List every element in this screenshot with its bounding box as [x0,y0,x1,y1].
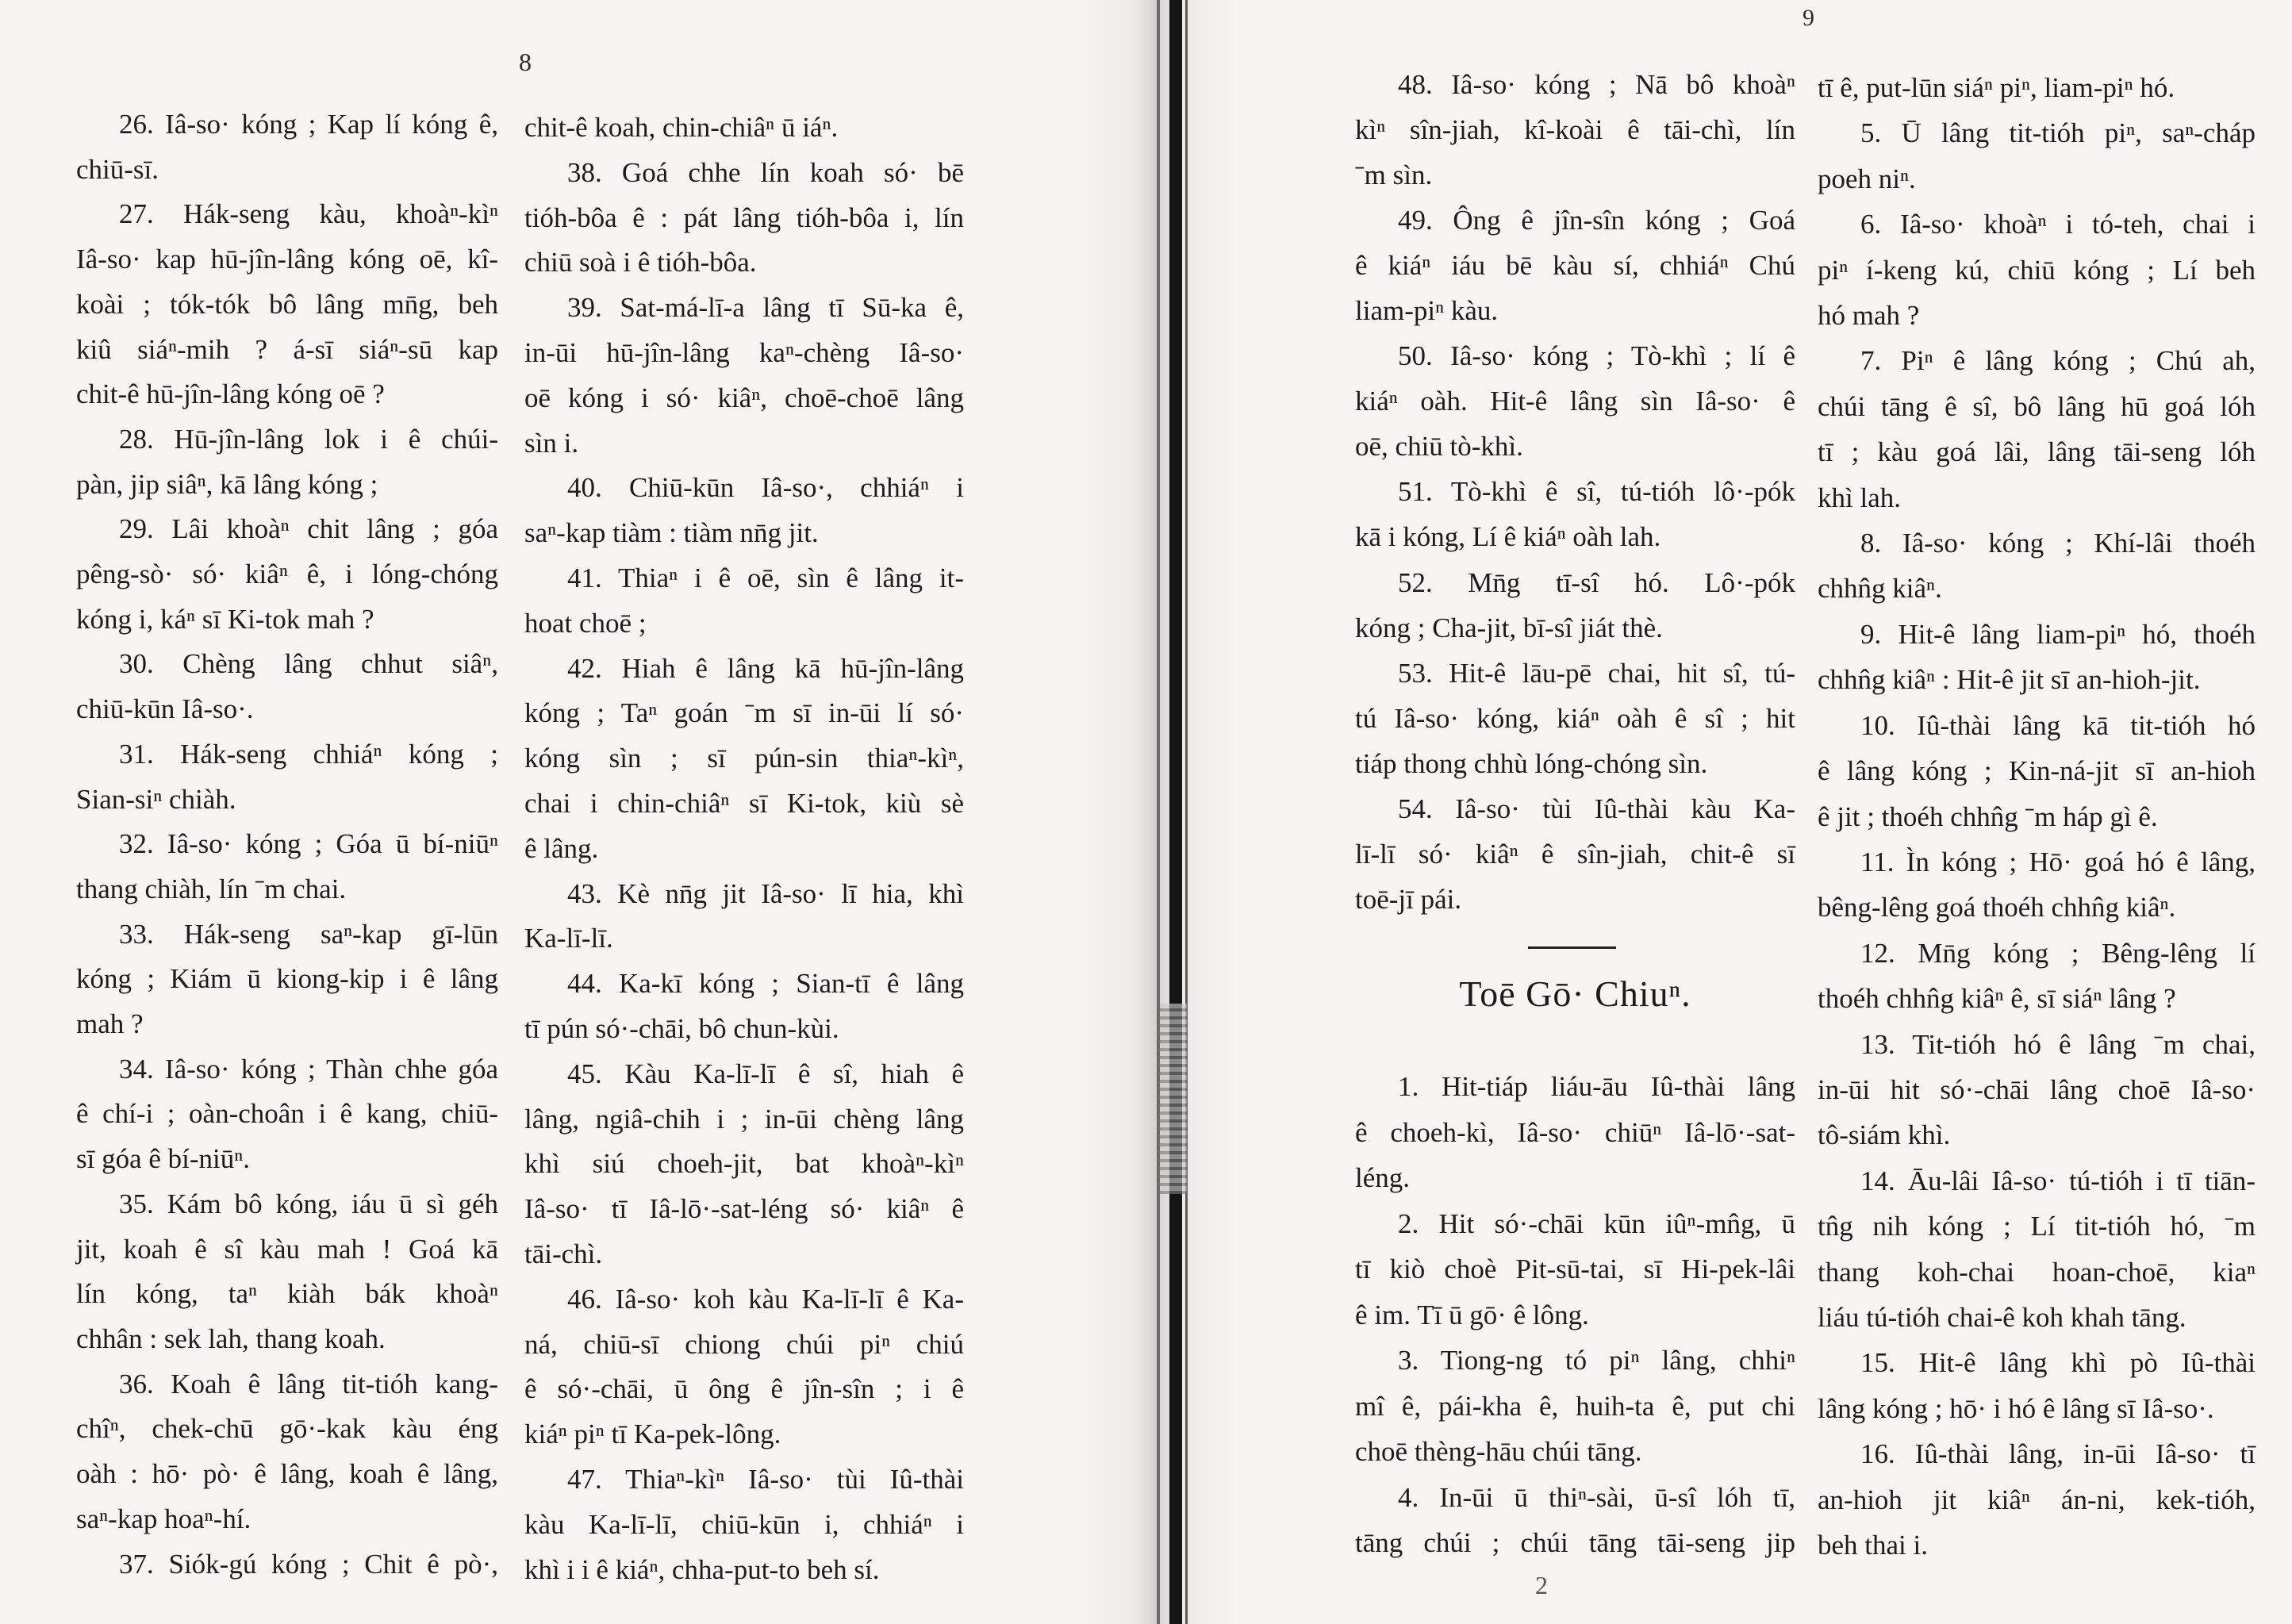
page-number: 9 [1803,5,1814,31]
verse-paragraph [1355,1338,1795,1475]
text-line: chhân : sek lah, thang koah. [76,1323,386,1354]
verse-paragraph [1355,1064,1795,1201]
text-line: 47. Thiaⁿ-kìⁿ Iâ-so· tùi Iû-thài [567,1463,964,1495]
text-line: thang chiàh, lín ˉm chai. [76,873,347,904]
verse-paragraph [524,872,964,962]
verse-paragraph [1818,1340,2256,1431]
text-line: 16. Iû-thài lâng, in-ūi Iâ-so· tī [1860,1438,2256,1470]
text-line: in-ūi hit só·-chāi lâng choē Iâ-so· [1818,1073,2256,1105]
text-line: kóng sìn ; sī pún-sin thiaⁿ-kìⁿ, [524,743,964,774]
verse-paragraph [524,466,964,556]
text-line: chit-ê hū-jîn-lâng kóng oē ? [76,378,385,410]
text-line: tī ê, put-lūn siáⁿ piⁿ, liam-piⁿ hó. [1818,72,2175,103]
text-line: chit-ê koah, chin-chiâⁿ ū iáⁿ. [524,112,839,143]
text-line: 8. Iâ-so· kóng ; Khí-lâi thoéh [1860,528,2256,559]
text-line: chiū-kūn Iâ-so·. [76,693,254,725]
text-line: khì lah. [1818,482,1901,513]
text-line: pêng-sò· só· kiâⁿ ê, i lóng-chóng [76,559,498,590]
text-line: 41. Thiaⁿ i ê oē, sìn ê lâng it- [567,562,964,593]
text-line: tiáp thong chhù lóng-chóng sìn. [1355,747,1708,779]
text-line: 44. Ka-kī kóng ; Sian-tī ê lâng [567,968,964,1000]
text-line: lâng kóng ; hō· i hó ê lâng sī Iâ-so·. [1818,1392,2214,1424]
text-line: kiû siáⁿ-mih ? á-sī siáⁿ-sū kap [76,333,498,365]
text-line: liam-piⁿ kàu. [1355,295,1499,327]
verse-paragraph [76,192,498,417]
text-line: saⁿ-kap tiàm : tiàm nn̄g jit. [524,517,819,549]
text-line: 33. Hák-seng saⁿ-kap gī-lūn [119,918,498,950]
text-line: kìⁿ sîn-jiah, kî-koài ê tāi-chì, lín [1355,114,1795,146]
verse-paragraph [1818,1431,2256,1568]
text-line: hó mah ? [1818,300,1920,332]
verse-paragraph [1818,520,2256,612]
text-line: lín kóng, taⁿ kiàh bák khoàⁿ [76,1278,498,1310]
text-line: 49. Ông ê jîn-sîn kóng ; Goá [1398,205,1795,236]
text-line: oàh : hō· pò· ê lâng, koah ê lâng, [76,1458,498,1490]
spine-edge [1185,0,1188,1624]
text-line: in-ūi hū-jîn-lâng kaⁿ-chèng Iâ-so· [524,336,964,368]
text-line: tī ; kàu goá lâi, lâng tāi-seng lóh [1818,436,2256,468]
text-line: lī-lī só· kiâⁿ ê sîn-jiah, chit-ê sī [1355,838,1795,870]
verse-paragraph [76,1362,498,1542]
verse-paragraph [1818,202,2256,338]
text-column-right [1818,65,2256,1568]
text-line: chhn̂g kiâⁿ : Hit-ê jit sī an-hioh-jit. [1818,664,2201,696]
verse-paragraph [1355,651,1795,786]
verse-paragraph [1355,469,1795,559]
text-line: kóng i, káⁿ sī Ki-tok mah ? [76,603,374,635]
text-line: tī pún só·-chāi, bô chun-kùi. [524,1012,839,1044]
text-line: an-hioh jit kiâⁿ án-ni, kek-tióh, [1818,1484,2256,1515]
verse-paragraph [76,1047,498,1182]
text-line: tāi-chì. [524,1238,603,1269]
text-line: ê choeh-kì, Iâ-so· chiūⁿ Iâ-lō·-sat- [1355,1116,1795,1148]
text-line: 46. Iâ-so· koh kàu Ka-lī-lī ê Ka- [567,1283,964,1315]
text-line: 30. Chèng lâng chhut siâⁿ, [119,648,498,680]
verse-paragraph [1355,333,1795,469]
text-line: jit, koah ê sî kàu mah ! Goá kā [76,1233,498,1265]
text-line: 45. Kàu Ka-lī-lī ê sî, hiah ê [567,1058,964,1089]
verse-paragraph [524,1277,964,1457]
chapter-divider [1528,946,1616,949]
text-line: 36. Koah ê lâng tit-tióh kang- [119,1368,498,1399]
text-line: 52. Mn̄g tī-sî hó. Lô·-pók [1398,566,1795,598]
text-line: ê só·-chāi, ū ông ê jîn-sîn ; i ê [524,1373,964,1405]
verse-paragraph [76,822,498,912]
text-line: tióh-bôa ê : pát lâng tióh-bôa i, lín [524,202,964,233]
text-line: ná, chiū-sī chiong chúi piⁿ chiú [524,1328,964,1360]
text-line: kóng ; Cha-jit, bī-sî jiát thè. [1355,612,1663,643]
verse-paragraph [76,102,498,192]
verse-paragraph [76,507,498,642]
text-line: 27. Hák-seng kàu, khoàⁿ-kìⁿ [119,198,498,230]
text-line: 10. Iû-thài lâng kā tit-tióh hó [1860,709,2256,741]
verse-paragraph [1355,1475,1795,1566]
text-line: chîⁿ, chek-chū gō·-kak kàu éng [76,1413,498,1445]
text-line: liáu tú-tióh chai-ê koh khah tāng. [1818,1301,2186,1333]
text-line: 38. Goá chhe lín koah só· bē [567,156,964,188]
text-line: 50. Iâ-so· kóng ; Tò-khì ; lí ê [1398,340,1795,372]
text-line: chiū soà i ê tióh-bôa. [524,247,757,278]
verse-paragraph [76,732,498,822]
text-line: 31. Hák-seng chhiáⁿ kóng ; [119,738,498,770]
text-line: khì i i ê kiáⁿ, chha-put-to beh sí. [524,1553,880,1585]
verse-paragraph [1818,839,2256,931]
verse-paragraph [524,286,964,466]
verse-paragraph [1818,338,2256,520]
text-line: 54. Iâ-so· tùi Iû-thài kàu Ka- [1398,793,1795,824]
text-line: kóng ; Taⁿ goán ˉm sī in-ūi lí só· [524,697,964,729]
text-line: 35. Kám bô kóng, iáu ū sì géh [119,1188,498,1219]
text-line: 14. Āu-lâi Iâ-so· tú-tióh i tī tiān- [1860,1165,2256,1196]
text-line: 29. Lâi khoàⁿ chit lâng ; góa [119,513,498,545]
text-line: chúi tāng ê sî, bô lâng hū goá lóh [1818,390,2256,422]
text-line: sìn i. [524,427,579,459]
text-line: 34. Iâ-so· kóng ; Thàn chhe góa [119,1053,498,1085]
verse-paragraph [76,1542,498,1588]
text-line: choē thèng-hāu chúi tāng. [1355,1436,1642,1467]
verse-paragraph [524,151,964,286]
text-line: 13. Tit-tióh hó ê lâng ˉm chai, [1860,1028,2256,1060]
verse-paragraph [76,417,498,507]
text-line: chai i chin-chiâⁿ sī Ki-tok, kiù sè [524,787,964,819]
text-line: beh thai i. [1818,1530,1928,1561]
text-line: 26. Iâ-so· kóng ; Kap lí kóng ê, [119,109,498,140]
text-line: 51. Tò-khì ê sî, tú-tióh lô·-pók [1398,476,1795,508]
text-line: 43. Kè nn̄g jit Iâ-so· lī hia, khì [567,877,964,909]
text-line: Ka-lī-lī. [524,923,613,954]
text-line: 7. Piⁿ ê lâng kóng ; Chú ah, [1860,345,2256,377]
signature-mark: 2 [1535,1571,1548,1599]
text-line: thoéh chhn̂g kiâⁿ ê, sī siáⁿ lâng ? [1818,983,2176,1015]
text-line: saⁿ-kap hoaⁿ-hí. [76,1503,251,1534]
spine-line [1157,0,1160,1624]
text-line: Iâ-so· kap hū-jîn-lâng kóng oē, kî- [76,244,498,275]
text-line: sī góa ê bí-niūⁿ. [76,1143,251,1175]
text-line: toē-jī pái. [1355,883,1462,915]
text-line: 5. Ū lâng tit-tióh piⁿ, saⁿ-cháp [1860,117,2256,149]
verse-paragraph [1355,1201,1795,1338]
spine-binding [1169,0,1182,1624]
text-line: kàu Ka-lī-lī, chiū-kūn i, chhiáⁿ i [524,1508,964,1540]
text-line: 15. Hit-ê lâng khì pò Iû-thài [1860,1347,2256,1379]
binding-stitch [1160,1004,1187,1194]
text-line: 4. In-ūi ū thiⁿ-sài, ū-sî lóh tī, [1398,1481,1795,1513]
verse-paragraph [1818,1022,2256,1158]
text-line: ê jit ; thoéh chhn̂g ˉm háp gì ê. [1818,800,2158,832]
text-line: piⁿ í-keng kú, chiū kóng ; Lí beh [1818,254,2256,286]
text-line: chhn̂g kiâⁿ. [1818,573,1942,605]
text-line: 53. Hit-ê lāu-pē chai, hit sî, tú- [1398,657,1795,689]
text-line: tú Iâ-so· kóng, kiáⁿ oàh ê sî ; hit [1355,702,1795,734]
text-line: koài ; tók-tók bô lâng mn̄g, beh [76,288,498,320]
text-line: mah ? [76,1008,144,1040]
text-line: kā i kóng, Lí ê kiáⁿ oàh lah. [1355,521,1661,553]
text-line: 12. Mn̄g kóng ; Bêng-lêng lí [1860,937,2256,969]
text-column-right [524,106,964,1592]
text-line: 6. Iâ-so· khoàⁿ i tó-teh, chai i [1860,209,2256,240]
text-line: oē, chiū tò-khì. [1355,431,1523,463]
text-line: poeh niⁿ. [1818,163,1916,194]
verse-paragraph [1355,198,1795,333]
verse-paragraph [1818,931,2256,1022]
text-line: 40. Chiū-kūn Iâ-so·, chhiáⁿ i [567,472,964,504]
text-line: ˉm sìn. [1355,159,1433,191]
verse-paragraph [76,642,498,731]
text-line: ê chí-i ; oàn-choân i ê kang, chiū- [76,1098,498,1130]
text-line: mî ê, pái-kha ê, huih-ta ê, put chi [1355,1390,1795,1422]
text-line: 42. Hiah ê lâng kā hū-jîn-lâng [567,652,964,684]
text-line: 48. Iâ-so· kóng ; Nā bô khoàⁿ [1398,69,1795,100]
text-line: ê lâng. [524,832,599,864]
text-line: khì siú choeh-jit, bat khoàⁿ-kìⁿ [524,1148,964,1180]
text-line: tn̂g nih kóng ; Lí tit-tióh hó, ˉm [1818,1211,2256,1242]
text-line: 28. Hū-jîn-lâng lok i ê chúi- [119,423,498,455]
verse-paragraph [524,962,964,1052]
verse-paragraph [76,1182,498,1362]
text-line: chiū-sī. [76,153,159,185]
text-column-left [1355,62,1795,922]
text-line: oē kóng i só· kiâⁿ, choē-choē lâng [524,382,964,413]
text-line: tāng chúi ; chúi tāng tāi-seng jip [1355,1527,1795,1558]
verse-paragraph [1818,110,2256,202]
text-line: tô-siám khì. [1818,1119,1951,1151]
verse-paragraph [1355,62,1795,198]
verse-paragraph [524,1457,964,1592]
text-line: thang koh-chai hoan-choē, kiaⁿ [1818,1256,2256,1288]
text-line: 3. Tiong-ng tó piⁿ lâng, chhiⁿ [1398,1345,1795,1376]
text-line: 2. Hit só·-chāi kūn iûⁿ-mn̂g, ū [1398,1207,1795,1239]
text-line: kóng ; Kiám ū kiong-kip i ê lâng [76,963,498,995]
verse-paragraph [1818,703,2256,839]
text-column-left-chapter [1355,1064,1795,1566]
text-line: tī kiò choè Pit-sū-tai, sī Hi-pek-lâi [1355,1254,1795,1284]
verse-paragraph [524,556,964,647]
verse-paragraph [1355,560,1795,651]
text-line: lâng, ngiâ-chih i ; in-ūi chèng lâng [524,1103,964,1134]
text-line: ê lâng kóng ; Kin-ná-jit sī an-hioh [1818,755,2256,787]
text-line: Sian-siⁿ chiàh. [76,783,236,815]
text-line: hoat choē ; [524,607,647,639]
text-line: pàn, jip siâⁿ, kā lâng kóng ; [76,468,378,500]
verse-paragraph [76,912,498,1047]
verse-paragraph [1818,1158,2256,1341]
text-line: 1. Hit-tiáp liáu-āu Iû-thài lâng [1398,1071,1795,1102]
text-line: 37. Siók-gú kóng ; Chit ê pò·, [119,1548,498,1580]
text-column-left [76,102,498,1587]
text-line: 32. Iâ-so· kóng ; Góa ū bí-niūⁿ [119,828,498,860]
chapter-heading: Toē Gō· Chiuⁿ. [1459,973,1691,1014]
text-line: kiáⁿ oàh. Hit-ê lâng sìn Iâ-so· ê [1355,386,1795,417]
text-line: 11. Ìn kóng ; Hō· goá hó ê lâng, [1860,846,2256,877]
text-line: kiáⁿ piⁿ tī Ka-pek-lông. [524,1419,781,1450]
text-line: ê kiáⁿ iáu bē kàu sí, chhiáⁿ Chú [1355,250,1795,282]
text-line: 9. Hit-ê lâng liam-piⁿ hó, thoéh [1860,618,2256,650]
text-line: Iâ-so· tī Iâ-lō·-sat-léng só· kiâⁿ ê [524,1193,964,1225]
text-line: 39. Sat-má-lī-a lâng tī Sū-ka ê, [567,292,964,324]
text-line: léng. [1355,1162,1411,1193]
text-line: ê im. Tī ū gō· ê lông. [1355,1299,1589,1330]
verse-paragraph [1355,786,1795,922]
page-number: 8 [519,48,532,76]
text-line: bêng-lêng goá thoéh chhn̂g kiâⁿ. [1818,892,2176,923]
verse-paragraph [524,647,964,872]
verse-paragraph [1818,612,2256,703]
verse-paragraph [524,1052,964,1277]
